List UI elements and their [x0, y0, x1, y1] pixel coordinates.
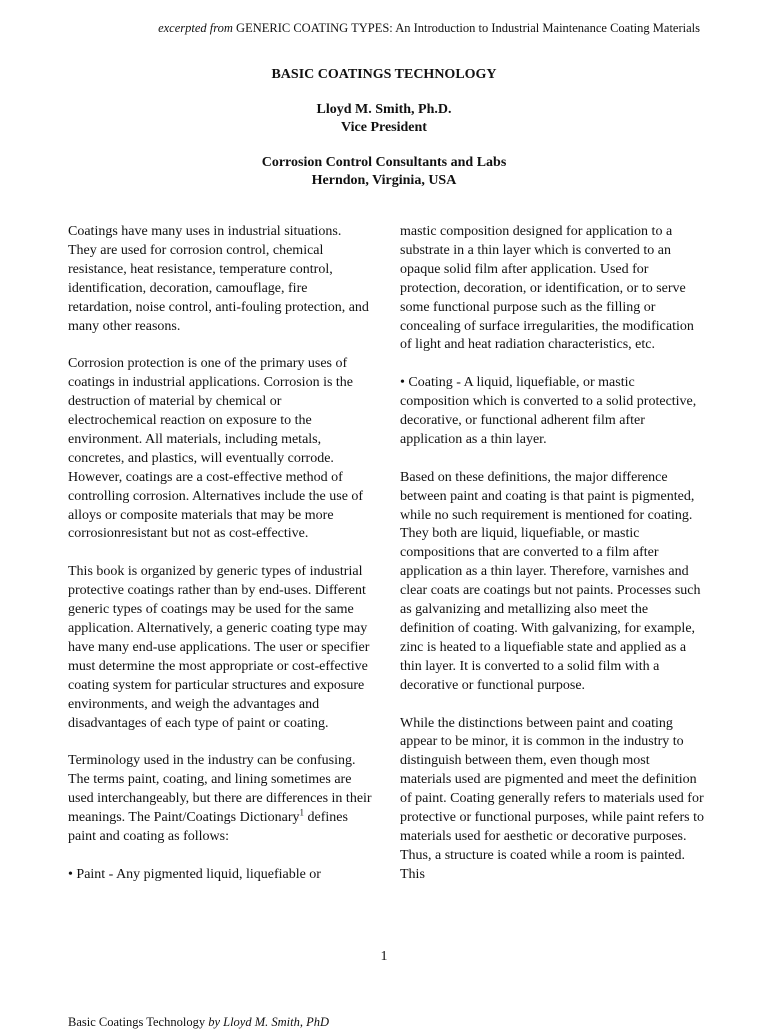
- organization-block: [0, 154, 768, 190]
- coating-definition: • Coating - A liquid, liquefiable, or mastic composition which is converted to a solid protective, decorative, or functional adherent film after application as a thin layer.: [400, 375, 697, 447]
- author-role: Vice President: [341, 120, 427, 135]
- title-block: [0, 66, 768, 84]
- paragraph-distinctions: While the distinctions between paint and coating appear to be minor, it is common in the industry to distinguish between them, even though most materials used are pigmented and meet the definition of paint. Coating generally refers to materials used for protective or functional purposes, while paint refers to materials used for aesthetic or decorative purposes. Thus, a structure is coated while a room is painted. This: [400, 715, 705, 882]
- excerpt-source: GENERIC COATING TYPES: An Introduction to Industrial Maintenance Coating Materials: [236, 21, 700, 35]
- organization-location: Herndon, Virginia, USA: [311, 173, 457, 188]
- excerpt-prefix: excerpted from: [158, 21, 233, 35]
- excerpt-note: [158, 20, 700, 36]
- page-title: BASIC COATINGS TECHNOLOGY: [271, 67, 497, 82]
- paragraph-difference: Based on these definitions, the major difference between paint and coating is that paint is pigmented, while no such requirement is mentioned for coating. They both are liquid, liquefiable, or mastic compositions that are converted to a film after application as a thin layer. Therefore, varnishes and clear coats are coatings but not paints. Processes such as galvanizing and metallizing also meet the definition of coating. With galvanizing, for example, zinc is heated to a liquefiable state and applied as a thin layer. It is converted to a solid film with a decorative or functional purpose.: [400, 469, 701, 693]
- right-column: [400, 223, 704, 904]
- paragraph-terminology: [68, 752, 372, 847]
- footnote-marker: 1: [299, 807, 304, 818]
- author-block: [0, 101, 768, 137]
- left-column: [68, 223, 372, 904]
- paragraph-uses: Coatings have many uses in industrial situations. They are used for corrosion control, chemical resistance, heat resistance, temperature control, identification, decoration, camouflage, fire retardation, noise control, anti-fouling protection, and many other reasons.: [68, 224, 369, 334]
- footer-byline: by Lloyd M. Smith, PhD: [208, 1015, 330, 1029]
- organization-name: Corrosion Control Consultants and Labs: [261, 155, 507, 170]
- page-number: 1: [380, 949, 388, 964]
- paint-definition-start: • Paint - Any pigmented liquid, liquefiable or: [68, 866, 321, 882]
- paint-definition-continued: mastic composition designed for application to a substrate in a thin layer which is converted to an opaque solid film after application. Used for protection, decoration, or identification, or to serve some functional purpose such as the filling or concealing of surface irregularities, the modification of light and heat radiation characteristics, etc.: [400, 224, 694, 353]
- terminology-text: Terminology used in the industry can be confusing. The terms paint, coating, and lining sometimes are used interchangeably, but there are differences in their meanings. The Paint/Coatings Dictionary: [68, 753, 372, 826]
- paragraph-organization: This book is organized by generic types of industrial protective coatings rather than by end-uses. Different generic types of coatings may be used for the same application. Alternatively, a generic coating type may have many end-use applications. The user or specifier must determine the most appropriate or cost-effective coating system for particular structures and exposure environments, and weigh the advantages and disadvantages of each type of paint or coating.: [68, 564, 370, 731]
- author-name: Lloyd M. Smith, Ph.D.: [316, 102, 452, 117]
- document-header: [0, 66, 768, 190]
- paragraph-corrosion: Corrosion protection is one of the primary uses of coatings in industrial applications. Corrosion is the destruction of material by chemical or electrochemical reaction on exposure to the environment. All materials, including metals, concretes, and plastics, will eventually corrode. However, coatings are a cost-effective method of controlling corrosion. Alternatives include the use of alloys or composite materials that may be more corrosionresistant but not as cost-effective.: [68, 356, 364, 542]
- terminology-tail: defines paint and coating as follows:: [68, 810, 348, 844]
- page-footer: [68, 1014, 329, 1030]
- footer-title: Basic Coatings Technology: [68, 1015, 206, 1029]
